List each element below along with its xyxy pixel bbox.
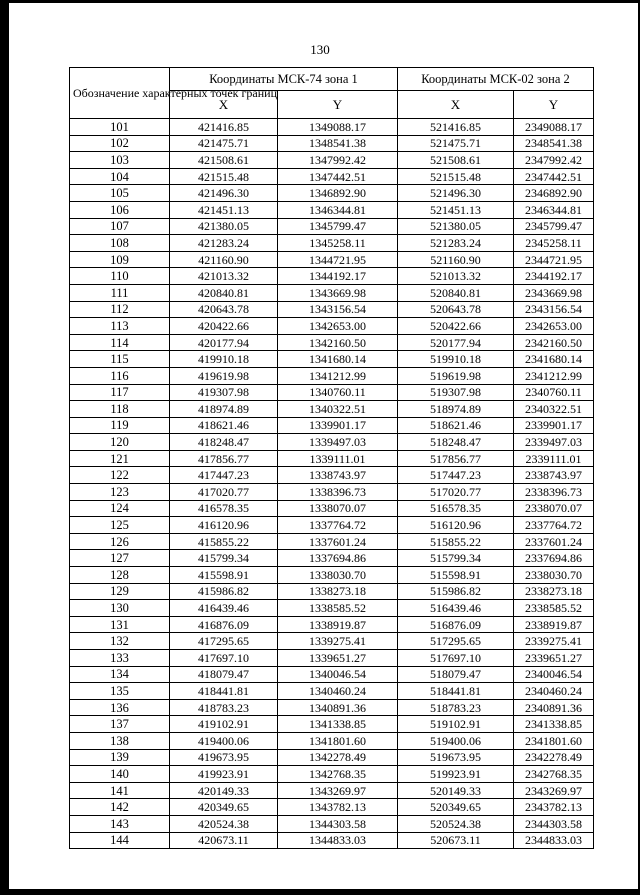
table-row bbox=[70, 799, 594, 816]
msk74-y-cell: 1342278.49 bbox=[278, 749, 398, 766]
point-id-cell: 128 bbox=[70, 567, 170, 584]
point-id-cell: 138 bbox=[70, 732, 170, 749]
msk74-y-cell: 1338273.18 bbox=[278, 583, 398, 600]
point-id-cell: 104 bbox=[70, 168, 170, 185]
point-id-cell: 114 bbox=[70, 334, 170, 351]
msk74-x-cell: 421380.05 bbox=[170, 218, 278, 235]
table-row bbox=[70, 583, 594, 600]
msk02-x-cell: 521475.71 bbox=[398, 135, 514, 152]
msk02-x-cell: 515986.82 bbox=[398, 583, 514, 600]
msk74-y-cell: 1340460.24 bbox=[278, 683, 398, 700]
msk74-x-cell: 416876.09 bbox=[170, 616, 278, 633]
point-id-cell: 110 bbox=[70, 268, 170, 285]
point-id-cell: 118 bbox=[70, 401, 170, 418]
table-body bbox=[70, 119, 594, 849]
msk02-y-cell: 2339901.17 bbox=[514, 417, 594, 434]
table-row bbox=[70, 401, 594, 418]
table-row bbox=[70, 666, 594, 683]
table-row bbox=[70, 782, 594, 799]
msk02-y-cell: 2344833.03 bbox=[514, 832, 594, 849]
table-row bbox=[70, 567, 594, 584]
msk02-x-cell: 518621.46 bbox=[398, 417, 514, 434]
point-id-cell: 109 bbox=[70, 251, 170, 268]
msk02-x-cell: 519923.91 bbox=[398, 766, 514, 783]
msk02-y-cell: 2345799.47 bbox=[514, 218, 594, 235]
point-id-cell: 141 bbox=[70, 782, 170, 799]
point-id-cell: 120 bbox=[70, 434, 170, 451]
msk02-y-cell: 2339111.01 bbox=[514, 450, 594, 467]
msk02-x-cell: 521508.61 bbox=[398, 152, 514, 169]
msk74-x-cell: 419102.91 bbox=[170, 716, 278, 733]
msk74-y-cell: 1337694.86 bbox=[278, 550, 398, 567]
msk74-x-cell: 419619.98 bbox=[170, 367, 278, 384]
msk74-x-cell: 421508.61 bbox=[170, 152, 278, 169]
table-row bbox=[70, 467, 594, 484]
msk74-x-cell: 420149.33 bbox=[170, 782, 278, 799]
msk74-y-cell: 1339275.41 bbox=[278, 633, 398, 650]
msk02-x-cell: 516120.96 bbox=[398, 517, 514, 534]
header-msk74-x: X bbox=[170, 91, 278, 119]
msk02-x-cell: 520643.78 bbox=[398, 301, 514, 318]
msk74-y-cell: 1338396.73 bbox=[278, 484, 398, 501]
msk74-y-cell: 1338030.70 bbox=[278, 567, 398, 584]
scan-border-bottom bbox=[0, 889, 640, 895]
table-row bbox=[70, 417, 594, 434]
msk02-x-cell: 515598.91 bbox=[398, 567, 514, 584]
msk74-x-cell: 415598.91 bbox=[170, 567, 278, 584]
point-id-cell: 134 bbox=[70, 666, 170, 683]
msk02-x-cell: 520349.65 bbox=[398, 799, 514, 816]
table-row bbox=[70, 650, 594, 667]
msk02-x-cell: 520673.11 bbox=[398, 832, 514, 849]
msk02-y-cell: 2343669.98 bbox=[514, 284, 594, 301]
page-number: 130 bbox=[310, 42, 330, 57]
msk02-x-cell: 518783.23 bbox=[398, 699, 514, 716]
msk74-y-cell: 1337601.24 bbox=[278, 533, 398, 550]
msk74-y-cell: 1346892.90 bbox=[278, 185, 398, 202]
msk74-x-cell: 421416.85 bbox=[170, 119, 278, 136]
msk02-x-cell: 521515.48 bbox=[398, 168, 514, 185]
msk74-x-cell: 419673.95 bbox=[170, 749, 278, 766]
msk02-x-cell: 515799.34 bbox=[398, 550, 514, 567]
table-row bbox=[70, 600, 594, 617]
point-id-cell: 132 bbox=[70, 633, 170, 650]
point-id-cell: 143 bbox=[70, 815, 170, 832]
table-row bbox=[70, 683, 594, 700]
msk02-x-cell: 519619.98 bbox=[398, 367, 514, 384]
msk74-y-cell: 1342160.50 bbox=[278, 334, 398, 351]
msk02-x-cell: 521380.05 bbox=[398, 218, 514, 235]
msk74-y-cell: 1338743.97 bbox=[278, 467, 398, 484]
msk74-x-cell: 420524.38 bbox=[170, 815, 278, 832]
msk74-x-cell: 420422.66 bbox=[170, 318, 278, 335]
msk02-x-cell: 519400.06 bbox=[398, 732, 514, 749]
msk02-y-cell: 2341680.14 bbox=[514, 351, 594, 368]
msk74-y-cell: 1343782.13 bbox=[278, 799, 398, 816]
msk74-x-cell: 420840.81 bbox=[170, 284, 278, 301]
table-row bbox=[70, 201, 594, 218]
msk02-x-cell: 517447.23 bbox=[398, 467, 514, 484]
msk74-x-cell: 415799.34 bbox=[170, 550, 278, 567]
msk02-y-cell: 2338030.70 bbox=[514, 567, 594, 584]
msk02-y-cell: 2341338.85 bbox=[514, 716, 594, 733]
point-id-cell: 113 bbox=[70, 318, 170, 335]
msk74-y-cell: 1346344.81 bbox=[278, 201, 398, 218]
table-row bbox=[70, 135, 594, 152]
msk74-x-cell: 418248.47 bbox=[170, 434, 278, 451]
msk02-x-cell: 519307.98 bbox=[398, 384, 514, 401]
msk02-y-cell: 2345258.11 bbox=[514, 235, 594, 252]
msk74-x-cell: 417856.77 bbox=[170, 450, 278, 467]
msk02-y-cell: 2347442.51 bbox=[514, 168, 594, 185]
msk02-y-cell: 2340460.24 bbox=[514, 683, 594, 700]
msk74-y-cell: 1341680.14 bbox=[278, 351, 398, 368]
msk02-y-cell: 2343156.54 bbox=[514, 301, 594, 318]
msk74-x-cell: 420643.78 bbox=[170, 301, 278, 318]
msk74-x-cell: 415986.82 bbox=[170, 583, 278, 600]
point-id-cell: 137 bbox=[70, 716, 170, 733]
msk02-x-cell: 518079.47 bbox=[398, 666, 514, 683]
msk02-y-cell: 2347992.42 bbox=[514, 152, 594, 169]
table-row bbox=[70, 732, 594, 749]
header-group-msk02: Координаты МСК-02 зона 2 bbox=[398, 68, 594, 91]
msk02-y-cell: 2340760.11 bbox=[514, 384, 594, 401]
msk02-y-cell: 2339275.41 bbox=[514, 633, 594, 650]
point-id-cell: 103 bbox=[70, 152, 170, 169]
point-id-cell: 131 bbox=[70, 616, 170, 633]
point-id-cell: 127 bbox=[70, 550, 170, 567]
msk02-x-cell: 521496.30 bbox=[398, 185, 514, 202]
table-row bbox=[70, 185, 594, 202]
msk74-x-cell: 416120.96 bbox=[170, 517, 278, 534]
header-msk02-y: Y bbox=[514, 91, 594, 119]
msk74-x-cell: 419400.06 bbox=[170, 732, 278, 749]
msk74-y-cell: 1348541.38 bbox=[278, 135, 398, 152]
point-id-cell: 139 bbox=[70, 749, 170, 766]
msk74-y-cell: 1339111.01 bbox=[278, 450, 398, 467]
msk74-x-cell: 416439.46 bbox=[170, 600, 278, 617]
table-row bbox=[70, 318, 594, 335]
msk02-x-cell: 515855.22 bbox=[398, 533, 514, 550]
msk74-x-cell: 416578.35 bbox=[170, 500, 278, 517]
msk74-y-cell: 1339651.27 bbox=[278, 650, 398, 667]
msk74-x-cell: 417697.10 bbox=[170, 650, 278, 667]
table-row bbox=[70, 716, 594, 733]
msk74-x-cell: 421013.32 bbox=[170, 268, 278, 285]
msk02-y-cell: 2342278.49 bbox=[514, 749, 594, 766]
msk02-y-cell: 2344303.58 bbox=[514, 815, 594, 832]
msk74-y-cell: 1343669.98 bbox=[278, 284, 398, 301]
table-row bbox=[70, 152, 594, 169]
msk74-y-cell: 1341212.99 bbox=[278, 367, 398, 384]
msk74-y-cell: 1340046.54 bbox=[278, 666, 398, 683]
msk02-x-cell: 519910.18 bbox=[398, 351, 514, 368]
msk74-y-cell: 1344721.95 bbox=[278, 251, 398, 268]
table-row bbox=[70, 533, 594, 550]
header-msk74-y: Y bbox=[278, 91, 398, 119]
msk74-y-cell: 1338919.87 bbox=[278, 616, 398, 633]
table-row bbox=[70, 284, 594, 301]
msk74-x-cell: 420349.65 bbox=[170, 799, 278, 816]
point-id-cell: 133 bbox=[70, 650, 170, 667]
msk74-x-cell: 421515.48 bbox=[170, 168, 278, 185]
table-row bbox=[70, 633, 594, 650]
scan-border-left bbox=[0, 0, 9, 895]
msk02-y-cell: 2346892.90 bbox=[514, 185, 594, 202]
point-id-cell: 107 bbox=[70, 218, 170, 235]
msk74-x-cell: 421160.90 bbox=[170, 251, 278, 268]
table-row bbox=[70, 749, 594, 766]
point-id-cell: 130 bbox=[70, 600, 170, 617]
msk74-y-cell: 1345799.47 bbox=[278, 218, 398, 235]
msk74-y-cell: 1342653.00 bbox=[278, 318, 398, 335]
point-id-cell: 135 bbox=[70, 683, 170, 700]
msk74-x-cell: 421475.71 bbox=[170, 135, 278, 152]
msk74-x-cell: 418783.23 bbox=[170, 699, 278, 716]
point-id-cell: 125 bbox=[70, 517, 170, 534]
table-row bbox=[70, 218, 594, 235]
msk74-x-cell: 421283.24 bbox=[170, 235, 278, 252]
msk02-y-cell: 2338919.87 bbox=[514, 616, 594, 633]
msk02-y-cell: 2338070.07 bbox=[514, 500, 594, 517]
table-row bbox=[70, 815, 594, 832]
table-row bbox=[70, 832, 594, 849]
point-id-cell: 126 bbox=[70, 533, 170, 550]
msk74-x-cell: 420177.94 bbox=[170, 334, 278, 351]
msk74-x-cell: 417020.77 bbox=[170, 484, 278, 501]
msk74-x-cell: 419910.18 bbox=[170, 351, 278, 368]
header-group-msk74: Координаты МСК-74 зона 1 bbox=[170, 68, 398, 91]
table-row bbox=[70, 268, 594, 285]
msk74-x-cell: 419923.91 bbox=[170, 766, 278, 783]
msk02-y-cell: 2338585.52 bbox=[514, 600, 594, 617]
msk02-y-cell: 2337694.86 bbox=[514, 550, 594, 567]
msk02-y-cell: 2343269.97 bbox=[514, 782, 594, 799]
msk74-y-cell: 1337764.72 bbox=[278, 517, 398, 534]
point-id-cell: 121 bbox=[70, 450, 170, 467]
msk02-x-cell: 519673.95 bbox=[398, 749, 514, 766]
msk74-y-cell: 1347992.42 bbox=[278, 152, 398, 169]
table-row bbox=[70, 616, 594, 633]
point-id-cell: 144 bbox=[70, 832, 170, 849]
table-row bbox=[70, 484, 594, 501]
msk02-y-cell: 2343782.13 bbox=[514, 799, 594, 816]
msk02-y-cell: 2340046.54 bbox=[514, 666, 594, 683]
msk02-y-cell: 2339651.27 bbox=[514, 650, 594, 667]
table-row bbox=[70, 500, 594, 517]
point-id-cell: 140 bbox=[70, 766, 170, 783]
point-id-cell: 105 bbox=[70, 185, 170, 202]
table-row bbox=[70, 766, 594, 783]
msk02-x-cell: 518974.89 bbox=[398, 401, 514, 418]
msk02-y-cell: 2339497.03 bbox=[514, 434, 594, 451]
point-id-cell: 101 bbox=[70, 119, 170, 136]
msk02-x-cell: 521451.13 bbox=[398, 201, 514, 218]
msk74-x-cell: 420673.11 bbox=[170, 832, 278, 849]
msk74-x-cell: 418441.81 bbox=[170, 683, 278, 700]
msk74-y-cell: 1349088.17 bbox=[278, 119, 398, 136]
msk02-y-cell: 2338273.18 bbox=[514, 583, 594, 600]
msk02-x-cell: 520422.66 bbox=[398, 318, 514, 335]
table-row bbox=[70, 434, 594, 451]
msk02-x-cell: 520840.81 bbox=[398, 284, 514, 301]
point-id-cell: 116 bbox=[70, 367, 170, 384]
msk74-y-cell: 1341338.85 bbox=[278, 716, 398, 733]
point-id-cell: 136 bbox=[70, 699, 170, 716]
coordinates-table bbox=[69, 67, 594, 849]
point-id-cell: 142 bbox=[70, 799, 170, 816]
msk74-x-cell: 418621.46 bbox=[170, 417, 278, 434]
msk02-x-cell: 516578.35 bbox=[398, 500, 514, 517]
point-id-cell: 115 bbox=[70, 351, 170, 368]
table-row bbox=[70, 550, 594, 567]
msk02-y-cell: 2337764.72 bbox=[514, 517, 594, 534]
msk74-y-cell: 1339901.17 bbox=[278, 417, 398, 434]
msk02-x-cell: 516876.09 bbox=[398, 616, 514, 633]
msk74-x-cell: 418079.47 bbox=[170, 666, 278, 683]
point-id-cell: 129 bbox=[70, 583, 170, 600]
msk74-y-cell: 1338070.07 bbox=[278, 500, 398, 517]
msk74-y-cell: 1340322.51 bbox=[278, 401, 398, 418]
msk02-x-cell: 520177.94 bbox=[398, 334, 514, 351]
table-row bbox=[70, 517, 594, 534]
msk74-x-cell: 421451.13 bbox=[170, 201, 278, 218]
msk74-x-cell: 419307.98 bbox=[170, 384, 278, 401]
msk74-y-cell: 1340891.36 bbox=[278, 699, 398, 716]
table-row bbox=[70, 351, 594, 368]
point-id-cell: 119 bbox=[70, 417, 170, 434]
msk74-y-cell: 1344303.58 bbox=[278, 815, 398, 832]
msk02-x-cell: 521160.90 bbox=[398, 251, 514, 268]
point-id-cell: 124 bbox=[70, 500, 170, 517]
msk02-x-cell: 517697.10 bbox=[398, 650, 514, 667]
scan-border-top bbox=[0, 0, 640, 3]
msk74-y-cell: 1343156.54 bbox=[278, 301, 398, 318]
table-row bbox=[70, 367, 594, 384]
point-id-cell: 122 bbox=[70, 467, 170, 484]
msk02-y-cell: 2341212.99 bbox=[514, 367, 594, 384]
msk02-y-cell: 2349088.17 bbox=[514, 119, 594, 136]
point-id-cell: 117 bbox=[70, 384, 170, 401]
msk02-y-cell: 2337601.24 bbox=[514, 533, 594, 550]
header-point-label: Обозначение характерных точек границ bbox=[70, 68, 170, 119]
msk02-y-cell: 2340322.51 bbox=[514, 401, 594, 418]
msk74-y-cell: 1340760.11 bbox=[278, 384, 398, 401]
msk02-x-cell: 519102.91 bbox=[398, 716, 514, 733]
header-msk02-x: X bbox=[398, 91, 514, 119]
point-id-cell: 102 bbox=[70, 135, 170, 152]
table-row bbox=[70, 119, 594, 136]
point-id-cell: 112 bbox=[70, 301, 170, 318]
msk74-y-cell: 1343269.97 bbox=[278, 782, 398, 799]
point-id-cell: 123 bbox=[70, 484, 170, 501]
msk02-y-cell: 2340891.36 bbox=[514, 699, 594, 716]
msk74-y-cell: 1341801.60 bbox=[278, 732, 398, 749]
msk74-y-cell: 1344192.17 bbox=[278, 268, 398, 285]
table-row bbox=[70, 235, 594, 252]
msk02-x-cell: 521013.32 bbox=[398, 268, 514, 285]
msk74-x-cell: 415855.22 bbox=[170, 533, 278, 550]
table-row bbox=[70, 301, 594, 318]
msk74-x-cell: 417295.65 bbox=[170, 633, 278, 650]
msk74-x-cell: 418974.89 bbox=[170, 401, 278, 418]
msk02-x-cell: 521283.24 bbox=[398, 235, 514, 252]
table-row bbox=[70, 699, 594, 716]
msk02-x-cell: 516439.46 bbox=[398, 600, 514, 617]
table-row bbox=[70, 168, 594, 185]
msk02-x-cell: 517020.77 bbox=[398, 484, 514, 501]
point-id-cell: 111 bbox=[70, 284, 170, 301]
msk02-y-cell: 2342653.00 bbox=[514, 318, 594, 335]
msk02-x-cell: 518248.47 bbox=[398, 434, 514, 451]
msk74-y-cell: 1338585.52 bbox=[278, 600, 398, 617]
msk02-y-cell: 2344721.95 bbox=[514, 251, 594, 268]
msk74-y-cell: 1345258.11 bbox=[278, 235, 398, 252]
msk02-y-cell: 2342768.35 bbox=[514, 766, 594, 783]
table-row bbox=[70, 251, 594, 268]
table-row bbox=[70, 450, 594, 467]
msk74-y-cell: 1344833.03 bbox=[278, 832, 398, 849]
msk02-x-cell: 521416.85 bbox=[398, 119, 514, 136]
msk02-x-cell: 517295.65 bbox=[398, 633, 514, 650]
msk02-y-cell: 2341801.60 bbox=[514, 732, 594, 749]
msk02-y-cell: 2348541.38 bbox=[514, 135, 594, 152]
msk02-y-cell: 2342160.50 bbox=[514, 334, 594, 351]
msk02-x-cell: 517856.77 bbox=[398, 450, 514, 467]
msk02-x-cell: 520524.38 bbox=[398, 815, 514, 832]
msk74-y-cell: 1339497.03 bbox=[278, 434, 398, 451]
table-row bbox=[70, 384, 594, 401]
msk74-x-cell: 417447.23 bbox=[170, 467, 278, 484]
msk02-y-cell: 2344192.17 bbox=[514, 268, 594, 285]
point-id-cell: 108 bbox=[70, 235, 170, 252]
msk74-y-cell: 1347442.51 bbox=[278, 168, 398, 185]
msk02-x-cell: 518441.81 bbox=[398, 683, 514, 700]
msk02-x-cell: 520149.33 bbox=[398, 782, 514, 799]
msk02-y-cell: 2338743.97 bbox=[514, 467, 594, 484]
msk74-x-cell: 421496.30 bbox=[170, 185, 278, 202]
table-row bbox=[70, 334, 594, 351]
point-id-cell: 106 bbox=[70, 201, 170, 218]
msk74-y-cell: 1342768.35 bbox=[278, 766, 398, 783]
msk02-y-cell: 2338396.73 bbox=[514, 484, 594, 501]
msk02-y-cell: 2346344.81 bbox=[514, 201, 594, 218]
